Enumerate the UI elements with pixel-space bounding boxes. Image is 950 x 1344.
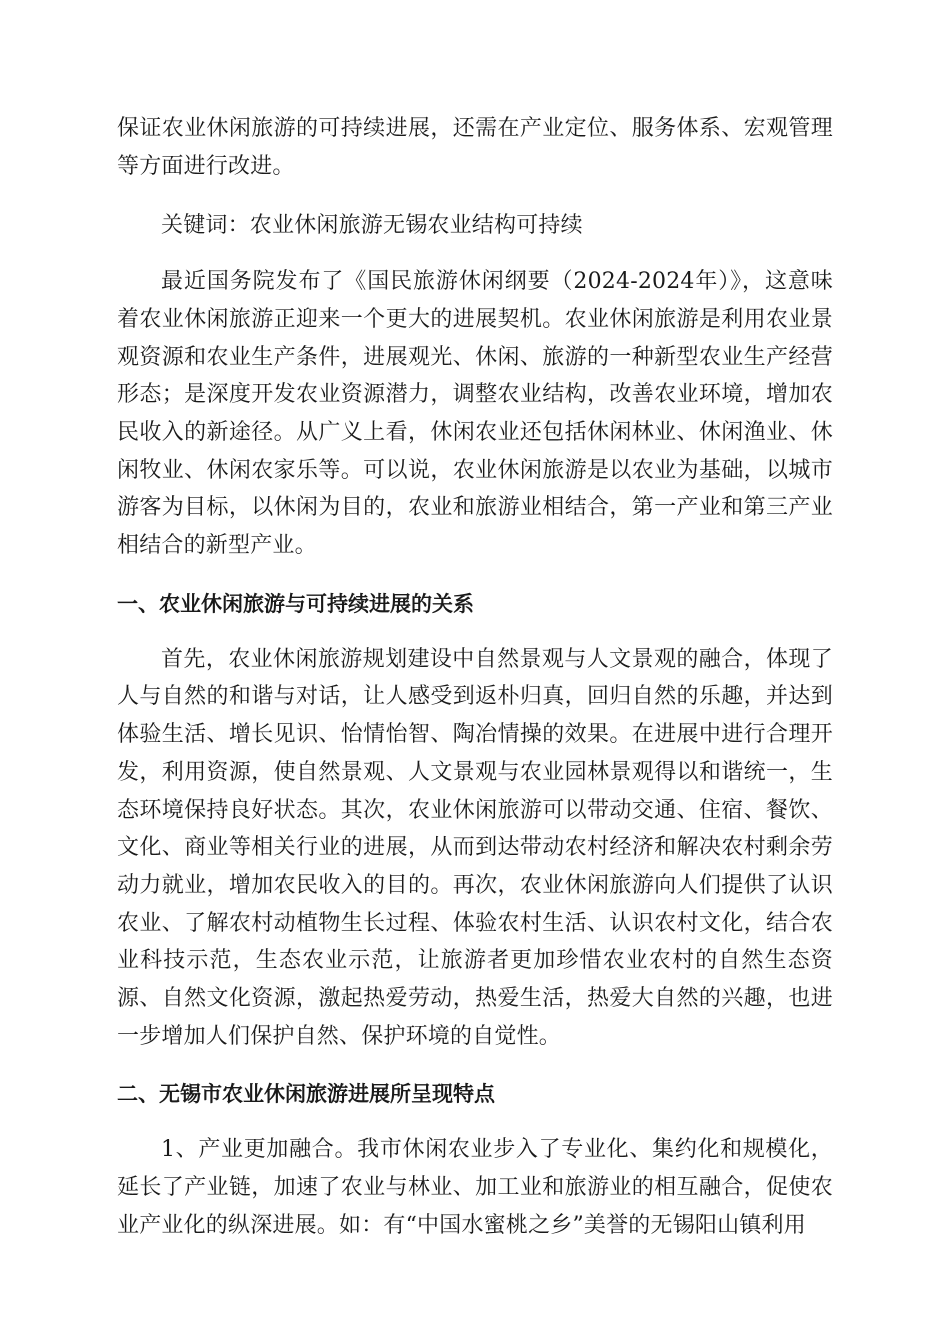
paragraph-continuation: 保证农业休闲旅游的可持续进展，还需在产业定位、服务体系、宏观管理等方面进行改进。 (117, 116, 833, 179)
section-heading-1: 一、农业休闲旅游与可持续进展的关系 (117, 591, 474, 616)
paragraph-intro: 最近国务院发布了《国民旅游休闲纲要（2024-2024年）》，这意味着农业休闲旅游正迎来一个更大的进展契机。农业休闲旅游是利用农业景观资源和农业生产条件，进展观光、休闲、旅游的一种新型农业生产经营形态；是深度开发农业资源潜力，调整农业结构，改善农业环境，增加农民收入的新途径。从广义上看，休闲农业还包括休闲林业、休闲渔业、休闲牧业、休闲农家乐等。可以说，农业休闲旅游是以农业为基础，以城市游客为目标，以休闲为目的，农业和旅游业相结合，第一产业和第三产业相结合的新型产业。 (117, 269, 833, 559)
paragraph-section1: 首先，农业休闲旅游规划建设中自然景观与人文景观的融合，体现了人与自然的和谐与对话，让人感受到返朴归真，回归自然的乐趣，并达到体验生活、增长见识、怡情怡智、陶冶情操的效果。在进展中进行合理开发，利用资源，使自然景观、人文景观与农业园林景观得以和谐统一，生态环境保持良好状态。其次，农业休闲旅游可以带动交通、住宿、餐饮、文化、商业等相关行业的进展，从而到达带动农村经济和解决农村剩余劳动力就业，增加农民收入的目的。再次，农业休闲旅游向人们提供了认识农业、了解农村动植物生长过程、体验农村生活、认识农村文化，结合农业科技示范，生态农业示范，让旅游者更加珍惜农业农村的自然生态资源、自然文化资源，激起热爱劳动，热爱生活，热爱大自然的兴趣，也进一步增加人们保护自然、保护环境的自觉性。 (117, 646, 833, 1049)
document-page (117, 110, 833, 1245)
paragraph-section2: 1、产业更加融合。我市休闲农业步入了专业化、集约化和规模化，延长了产业链，加速了农业与林业、加工业和旅游业的相互融合，促使农业产业化的纵深进展。如：有“中国水蜜桃之乡”美誉的无锡阳山镇利用 (117, 1137, 833, 1238)
section-heading-2: 二、无锡市农业休闲旅游进展所呈现特点 (117, 1082, 495, 1107)
keywords-line: 关键词：农业休闲旅游无锡农业结构可持续 (161, 213, 583, 239)
